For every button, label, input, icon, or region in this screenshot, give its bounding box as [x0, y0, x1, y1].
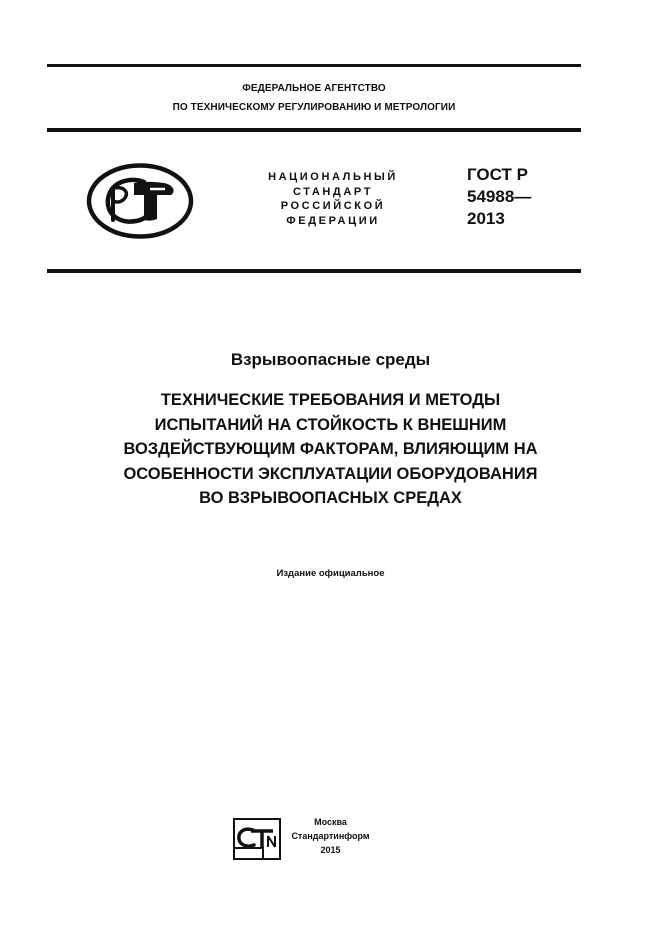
top-divider: [47, 64, 581, 67]
imprint-city: Москва: [314, 817, 347, 827]
standard-designation: [467, 164, 531, 230]
title-line: ИСПЫТАНИЙ НА СТОЙКОСТЬ К ВНЕШНИМ: [154, 415, 507, 434]
header-divider: [47, 128, 581, 132]
national-line-1: НАЦИОНАЛЬНЫЙ: [268, 171, 398, 183]
imprint-year: 2015: [320, 845, 341, 855]
agency-header: [47, 79, 581, 117]
title-line: ТЕХНИЧЕСКИЕ ТРЕБОВАНИЯ И МЕТОДЫ: [160, 391, 501, 409]
document-title: [40, 388, 621, 511]
rst-certification-mark-icon: [86, 162, 194, 240]
agency-line-1: ФЕДЕРАЛЬНОЕ АГЕНТСТВО: [242, 83, 386, 94]
title-line: ВОЗДЕЙСТВУЮЩИМ ФАКТОРАМ, ВЛИЯЮЩИМ НА: [123, 440, 538, 458]
national-line-4: ФЕДЕРАЦИИ: [286, 214, 380, 227]
national-line-2: СТАНДАРТ: [292, 185, 374, 198]
publisher-imprint: [282, 815, 379, 857]
designation-line-2: 54988—: [467, 187, 532, 206]
title-line: ОСОБЕННОСТИ ЭКСПЛУАТАЦИИ ОБОРУДОВАНИЯ: [123, 464, 538, 483]
designation-line-3: 2013: [467, 209, 505, 228]
imprint-publisher: Стандартинформ: [291, 831, 370, 841]
document-subject: Взрывоопасные среды: [230, 350, 431, 369]
edition-label: Издание официальное: [276, 568, 385, 579]
title-line: ВО ВЗРЫВООПАСНЫХ СРЕДАХ: [199, 489, 462, 507]
agency-line-2: ПО ТЕХНИЧЕСКОМУ РЕГУЛИРОВАНИЮ И МЕТРОЛОГИИ: [172, 102, 456, 113]
national-standard-label: [249, 170, 417, 228]
standartinform-logo-icon: [233, 818, 281, 860]
designation-line-1: ГОСТ Р: [467, 165, 528, 184]
national-line-3: РОССИЙСКОЙ: [280, 200, 386, 212]
title-block-divider: [47, 269, 581, 273]
